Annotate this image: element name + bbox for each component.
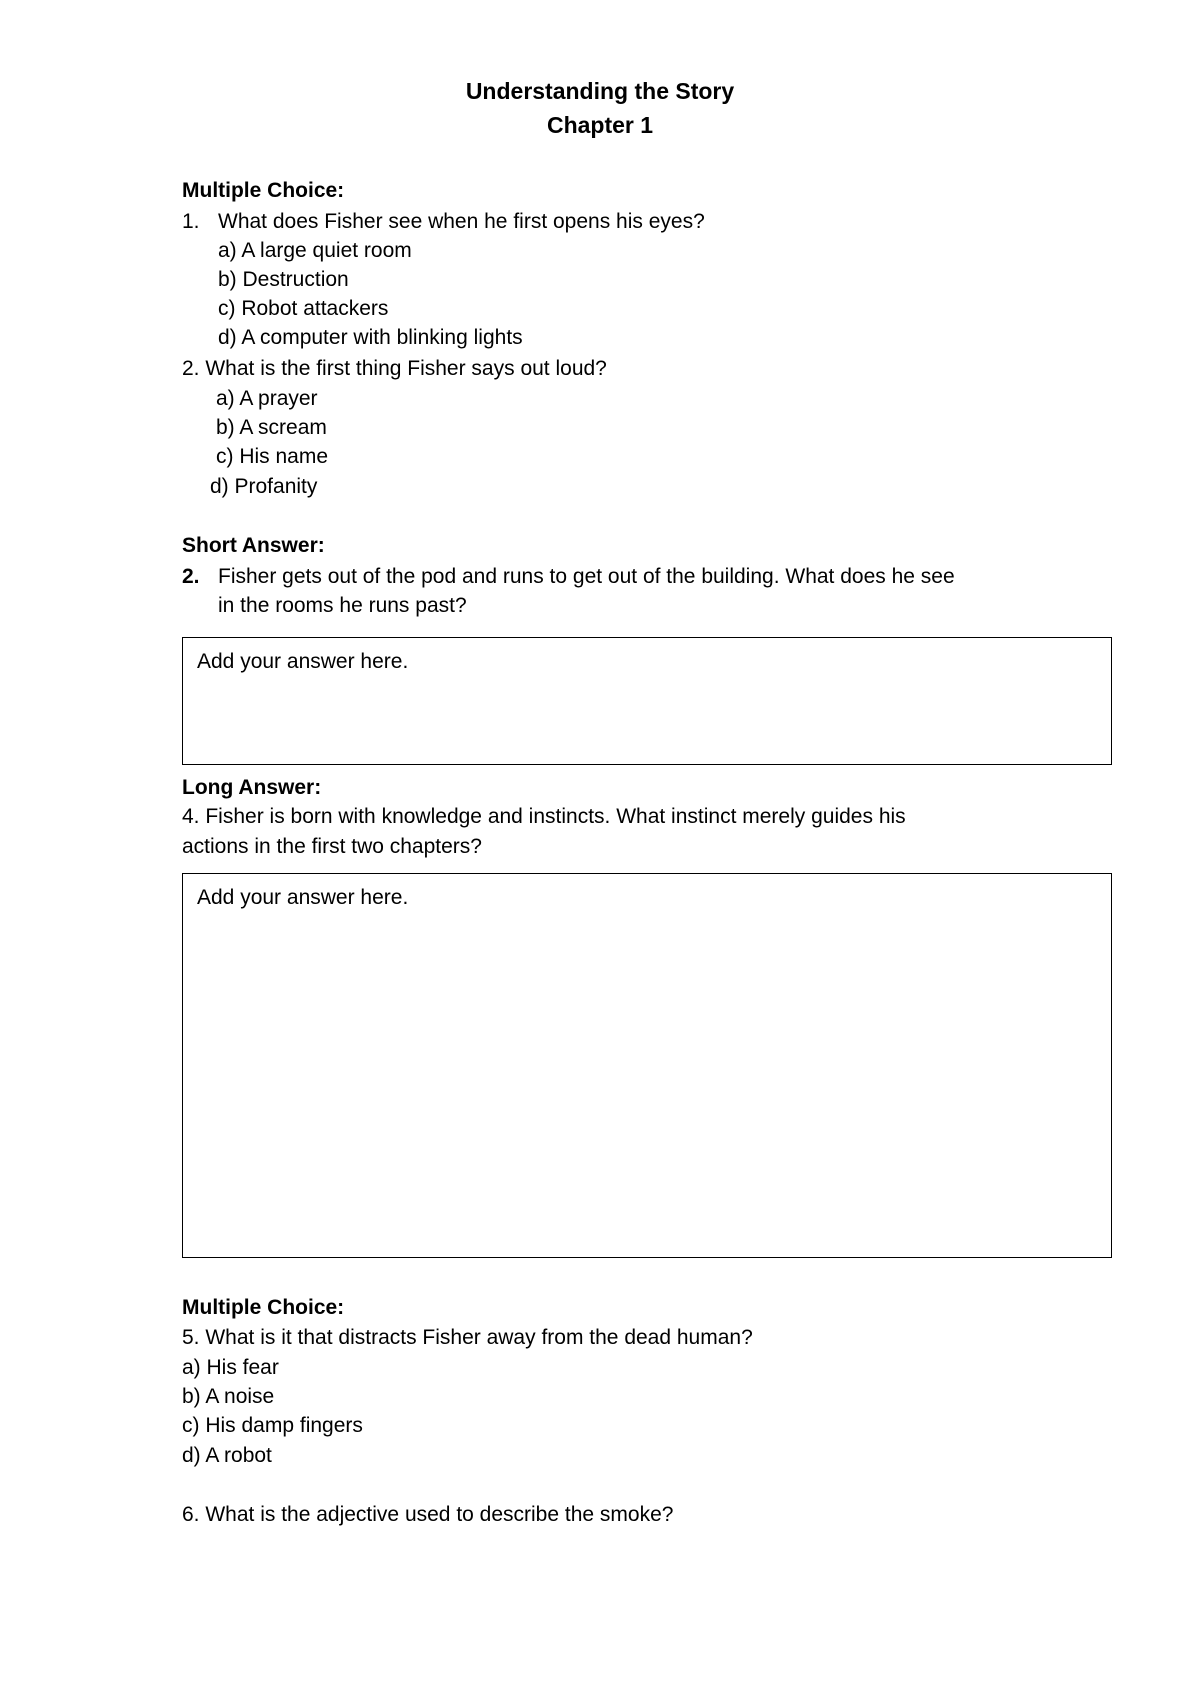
answer-option: d) A robot bbox=[182, 1444, 272, 1467]
question-number: 2. bbox=[182, 565, 200, 588]
answer-option: a) His fear bbox=[182, 1356, 279, 1379]
section-heading-short-answer: Short Answer: bbox=[182, 534, 325, 557]
section-heading-multiple-choice: Multiple Choice: bbox=[182, 179, 345, 202]
answer-option: a) A prayer bbox=[216, 387, 318, 410]
answer-option: c) Robot attackers bbox=[218, 297, 389, 320]
answer-placeholder: Add your answer here. bbox=[197, 650, 409, 673]
question-text: 4. Fisher is born with knowledge and instincts. What instinct merely guides his bbox=[182, 805, 906, 828]
question-text: 5. What is it that distracts Fisher away from the dead human? bbox=[182, 1326, 753, 1349]
answer-option: b) A scream bbox=[216, 416, 327, 439]
question-text-continued: in the rooms he runs past? bbox=[218, 594, 467, 617]
chapter-subtitle: Chapter 1 bbox=[546, 112, 654, 138]
question-text: What does Fisher see when he first opens his eyes? bbox=[218, 210, 705, 233]
answer-placeholder: Add your answer here. bbox=[197, 886, 409, 909]
question-text: Fisher gets out of the pod and runs to get out of the building. What does he see bbox=[218, 565, 955, 588]
question-text-continued: actions in the first two chapters? bbox=[182, 835, 482, 858]
answer-option: b) A noise bbox=[182, 1385, 275, 1408]
short-answer-box[interactable] bbox=[182, 637, 1112, 765]
answer-option: d) A computer with blinking lights bbox=[218, 326, 523, 349]
question-number: 1. bbox=[182, 210, 200, 233]
question-text: 6. What is the adjective used to describe the smoke? bbox=[182, 1503, 674, 1526]
page-title: Understanding the Story bbox=[465, 78, 735, 104]
answer-option: a) A large quiet room bbox=[218, 239, 412, 262]
answer-option: c) His name bbox=[216, 445, 329, 468]
question-text: 2. What is the first thing Fisher says out loud? bbox=[182, 357, 607, 380]
answer-option: b) Destruction bbox=[218, 268, 349, 291]
answer-option: c) His damp fingers bbox=[182, 1414, 363, 1437]
section-heading-long-answer: Long Answer: bbox=[182, 776, 322, 799]
long-answer-box[interactable] bbox=[182, 873, 1112, 1258]
answer-option: d) Profanity bbox=[210, 475, 318, 498]
section-heading-multiple-choice: Multiple Choice: bbox=[182, 1296, 345, 1319]
